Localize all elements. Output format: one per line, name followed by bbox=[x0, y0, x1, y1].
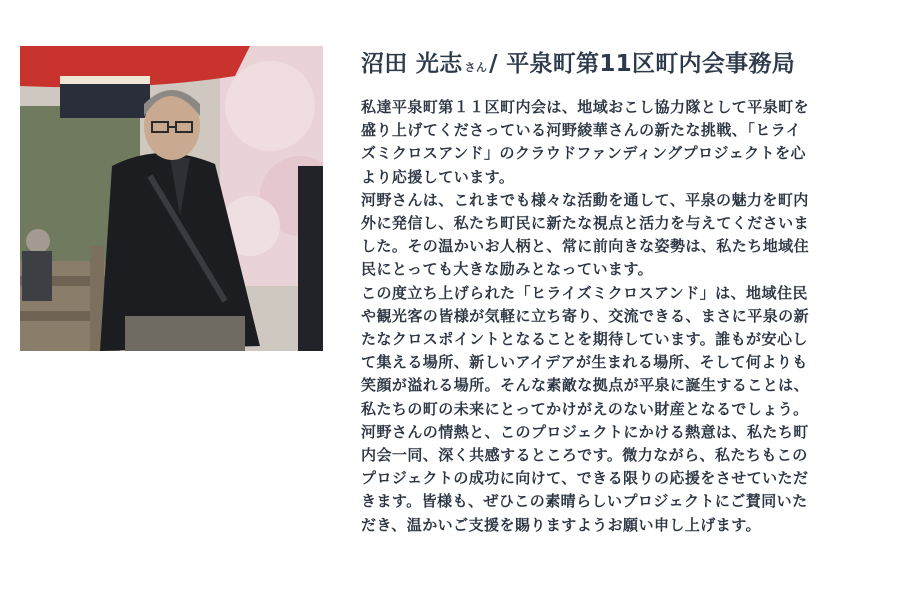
affiliation: 平泉町第11区町内会事務局 bbox=[506, 51, 796, 77]
message-line: この度立ち上げられた「ヒライズミクロスアンド」は、地域住民 bbox=[361, 283, 808, 302]
message-line: より応援しています。 bbox=[361, 167, 515, 186]
portrait-photo-icon bbox=[20, 46, 323, 351]
portrait-photo bbox=[20, 46, 323, 351]
message-panel bbox=[361, 48, 881, 537]
person-name: 沼田 光志 bbox=[361, 51, 463, 77]
message-line: きます。皆様も、ぜひこの素晴らしいプロジェクトにご賛同いた bbox=[361, 492, 808, 511]
honorific: さん bbox=[464, 61, 488, 74]
title-separator: / bbox=[489, 51, 498, 77]
message-line: 私達平泉町第１１区町内会は、地域おこし協力隊として平泉町を bbox=[361, 98, 810, 116]
message-line: だき、温かいご支援を賜りますようお願い申し上げます。 bbox=[361, 515, 761, 534]
message-line: 民にとっても大きな励みとなっています。 bbox=[361, 260, 654, 279]
message-line: した。その温かいお人柄と、常に前向きな姿勢は、私たち地域住 bbox=[361, 237, 810, 256]
message-line: 内会一同、深く共感するところです。微力ながら、私たちもこの bbox=[361, 446, 808, 465]
message-line: や観光客の皆様が気軽に立ち寄り、交流できる、まさに平泉の新 bbox=[361, 306, 810, 325]
message-line: プロジェクトの成功に向けて、できる限りの応援をさせていただ bbox=[361, 469, 809, 488]
message-line: 河野さんは、これまでも様々な活動を通して、平泉の魅力を町内 bbox=[361, 190, 809, 209]
message-line: て集える場所、新しいアイデアが生まれる場所、そして何よりも bbox=[361, 353, 808, 372]
message-line: 私たちの町の未来にとってかけがえのない財産となるでしょう。 bbox=[361, 399, 809, 418]
message-line: 河野さんの情熱と、このプロジェクトにかける熱意は、私たち町 bbox=[361, 422, 809, 441]
message-line: ズミクロスアンド」のクラウドファンディングプロジェクトを心 bbox=[361, 144, 806, 163]
message-body bbox=[361, 96, 881, 537]
message-line: 笑顔が溢れる場所。そんな素敵な拠点が平泉に誕生することは、 bbox=[361, 376, 810, 395]
message-line: たなクロスポイントとなることを期待しています。誰もが安心し bbox=[361, 330, 808, 349]
message-line: 外に発信し、私たち町民に新たな視点と活力を与えてくださいま bbox=[361, 214, 810, 233]
page-title bbox=[361, 48, 881, 84]
message-line: 盛り上げてくださっている河野綾華さんの新たな挑戦、「ヒライ bbox=[361, 121, 802, 140]
